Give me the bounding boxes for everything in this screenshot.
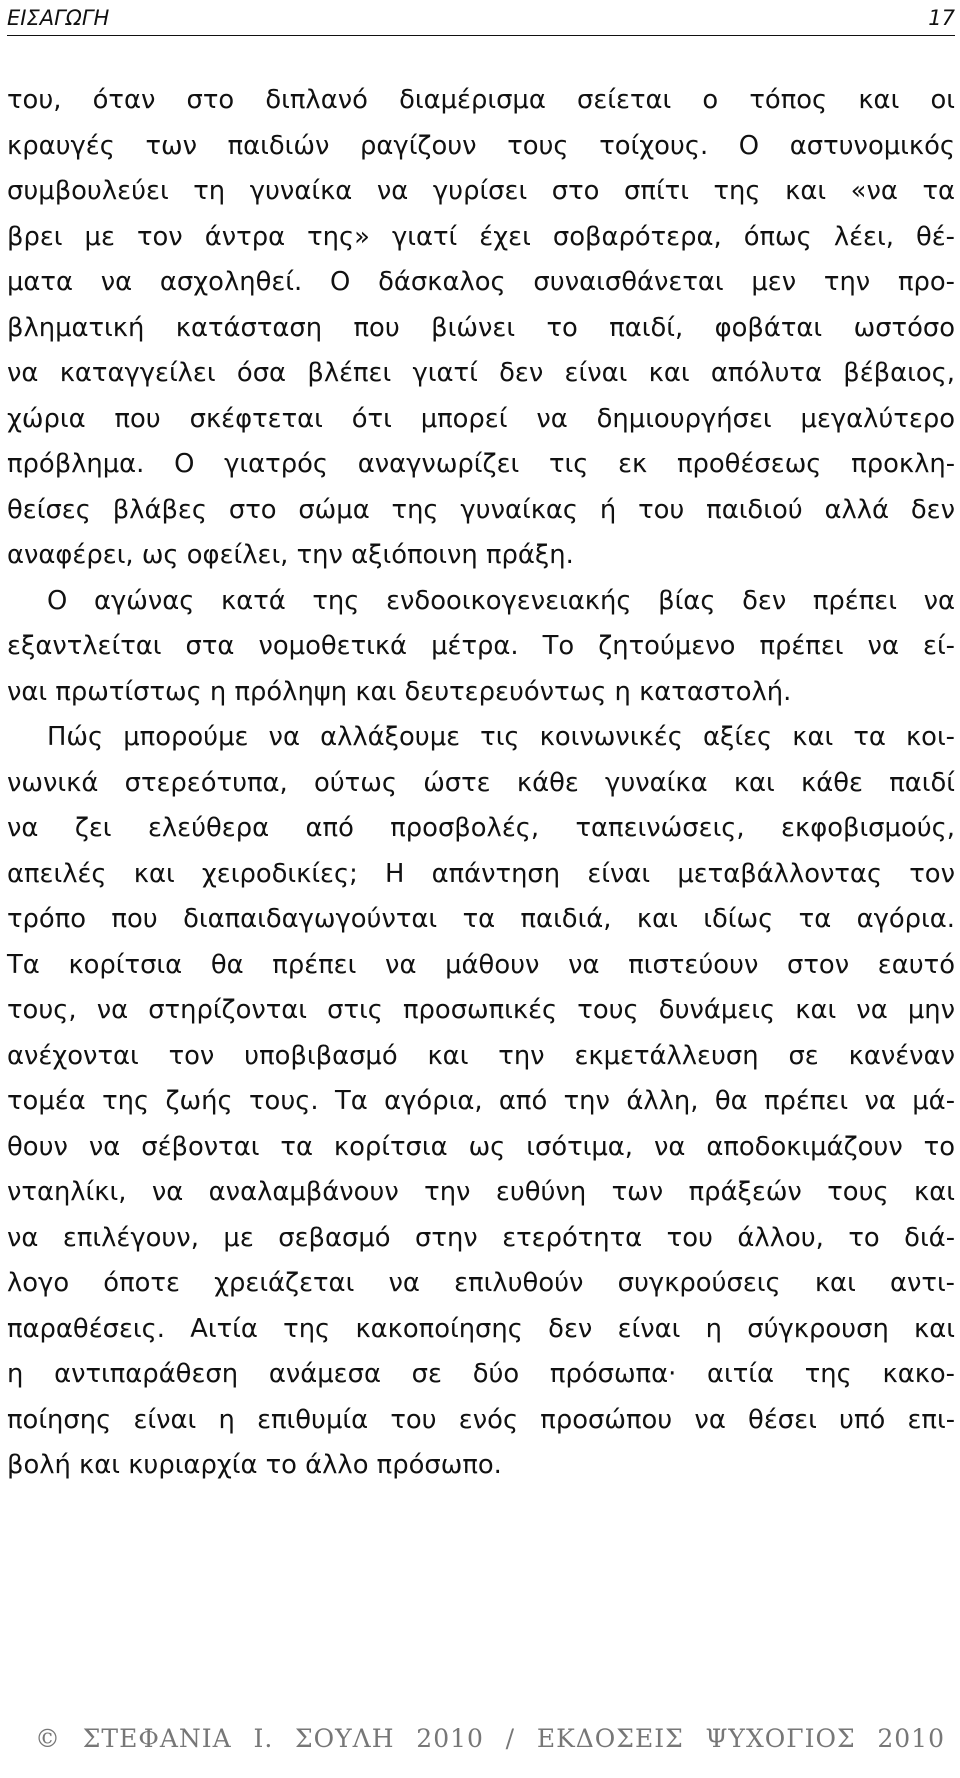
copyright-notice: © ΣΤΕΦΑΝΙΑ Ι. ΣΟΥΛΗ 2010 / ΕΚΔΟΣΕΙΣ ΨΥΧΟΓΙΟΣ 2010 bbox=[35, 1724, 945, 1753]
text-line: να καταγγείλει όσα βλέπει γιατί δεν είναι και απόλυτα βέβαιος, bbox=[7, 358, 955, 388]
text-line: η αντιπαράθεση ανάμεσα σε δύο πρόσωπα· αιτία της κακο- bbox=[7, 1359, 955, 1389]
text-line: εξαντλείται στα νομοθετικά μέτρα. Το ζητούμενο πρέπει να εί- bbox=[7, 631, 955, 661]
paragraph bbox=[7, 715, 955, 1489]
text-line: αναφέρει, ως οφείλει, την αξιόποινη πράξη. bbox=[7, 540, 574, 570]
text-line: βληματική κατάσταση που βιώνει το παιδί, φοβάται ωστόσο bbox=[7, 312, 955, 343]
text-line: χώρια που σκέφτεται ότι μπορεί να δημιουργήσει μεγαλύτερο bbox=[7, 403, 955, 434]
text-line: πρόβλημα. Ο γιατρός αναγνωρίζει τις εκ προθέσεως προκλη- bbox=[7, 449, 955, 479]
paragraph bbox=[7, 579, 955, 716]
text-line: Τα κορίτσια θα πρέπει να μάθουν να πιστεύουν στον εαυτό bbox=[7, 949, 955, 980]
text-line: απειλές και χειροδικίες; Η απάντηση είναι μεταβάλλοντας τον bbox=[7, 858, 955, 889]
text-line: ανέχονται τον υποβιβασμό και την εκμετάλλευση σε κανέναν bbox=[7, 1040, 955, 1071]
text-line: του, όταν στο διπλανό διαμέρισμα σείεται ο τόπος και οι bbox=[7, 85, 955, 115]
text-line: νωνικά στερεότυπα, ούτως ώστε κάθε γυναίκα και κάθε παιδί bbox=[7, 767, 955, 798]
text-line: συμβουλεύει τη γυναίκα να γυρίσει στο σπίτι της και «να τα bbox=[7, 176, 955, 206]
header-rule bbox=[7, 35, 955, 36]
text-line: βρει με τον άντρα της» γιατί έχει σοβαρότερα, όπως λέει, θέ- bbox=[7, 221, 955, 252]
chapter-title: ΕΙΣΑΓΩΓΗ bbox=[7, 6, 110, 30]
text-line: κραυγές των παιδιών ραγίζουν τους τοίχους. Ο αστυνομικός bbox=[7, 130, 955, 161]
text-line: βολή και κυριαρχία το άλλο πρόσωπο. bbox=[7, 1450, 502, 1480]
text-line: παραθέσεις. Αιτία της κακοποίησης δεν είναι η σύγκρουση και bbox=[7, 1313, 955, 1344]
body-text bbox=[7, 78, 955, 1489]
text-line: θουν να σέβονται τα κορίτσια ως ισότιμα, να αποδοκιμάζουν το bbox=[7, 1131, 955, 1162]
text-line: τους, να στηρίζονται στις προσωπικές τους δυνάμεις και να μην bbox=[7, 995, 955, 1025]
page-number: 17 bbox=[928, 6, 955, 30]
text-line: να ζει ελεύθερα από προσβολές, ταπεινώσεις, εκφοβισμούς, bbox=[7, 813, 955, 843]
running-header bbox=[7, 4, 955, 32]
text-line: τρόπο που διαπαιδαγωγούνται τα παιδιά, και ιδίως τα αγόρια. bbox=[7, 904, 955, 934]
text-line: νταηλίκι, να αναλαμβάνουν την ευθύνη των πράξεών τους και bbox=[7, 1177, 955, 1207]
text-line: θείσες βλάβες στο σώμα της γυναίκας ή του παιδιού αλλά δεν bbox=[7, 494, 955, 525]
text-line: ναι πρωτίστως η πρόληψη και δευτερευόντως η καταστολή. bbox=[7, 676, 792, 707]
paragraph bbox=[7, 78, 955, 579]
text-line: ματα να ασχοληθεί. Ο δάσκαλος συναισθάνεται μεν την προ- bbox=[7, 267, 955, 297]
text-line: τομέα της ζωής τους. Τα αγόρια, από την άλλη, θα πρέπει να μά- bbox=[7, 1086, 955, 1116]
text-line: να επιλέγουν, με σεβασμό στην ετερότητα του άλλου, το διά- bbox=[7, 1222, 955, 1253]
text-line: Πώς μπορούμε να αλλάξουμε τις κοινωνικές αξίες και τα κοι- bbox=[47, 722, 955, 752]
text-line: ποίησης είναι η επιθυμία του ενός προσώπου να θέσει υπό επι- bbox=[7, 1404, 955, 1435]
book-page bbox=[7, 0, 955, 1778]
text-line: λογο όποτε χρειάζεται να επιλυθούν συγκρούσεις και αντι- bbox=[7, 1268, 955, 1298]
text-line: Ο αγώνας κατά της ενδοοικογενειακής βίας δεν πρέπει να bbox=[47, 585, 955, 616]
